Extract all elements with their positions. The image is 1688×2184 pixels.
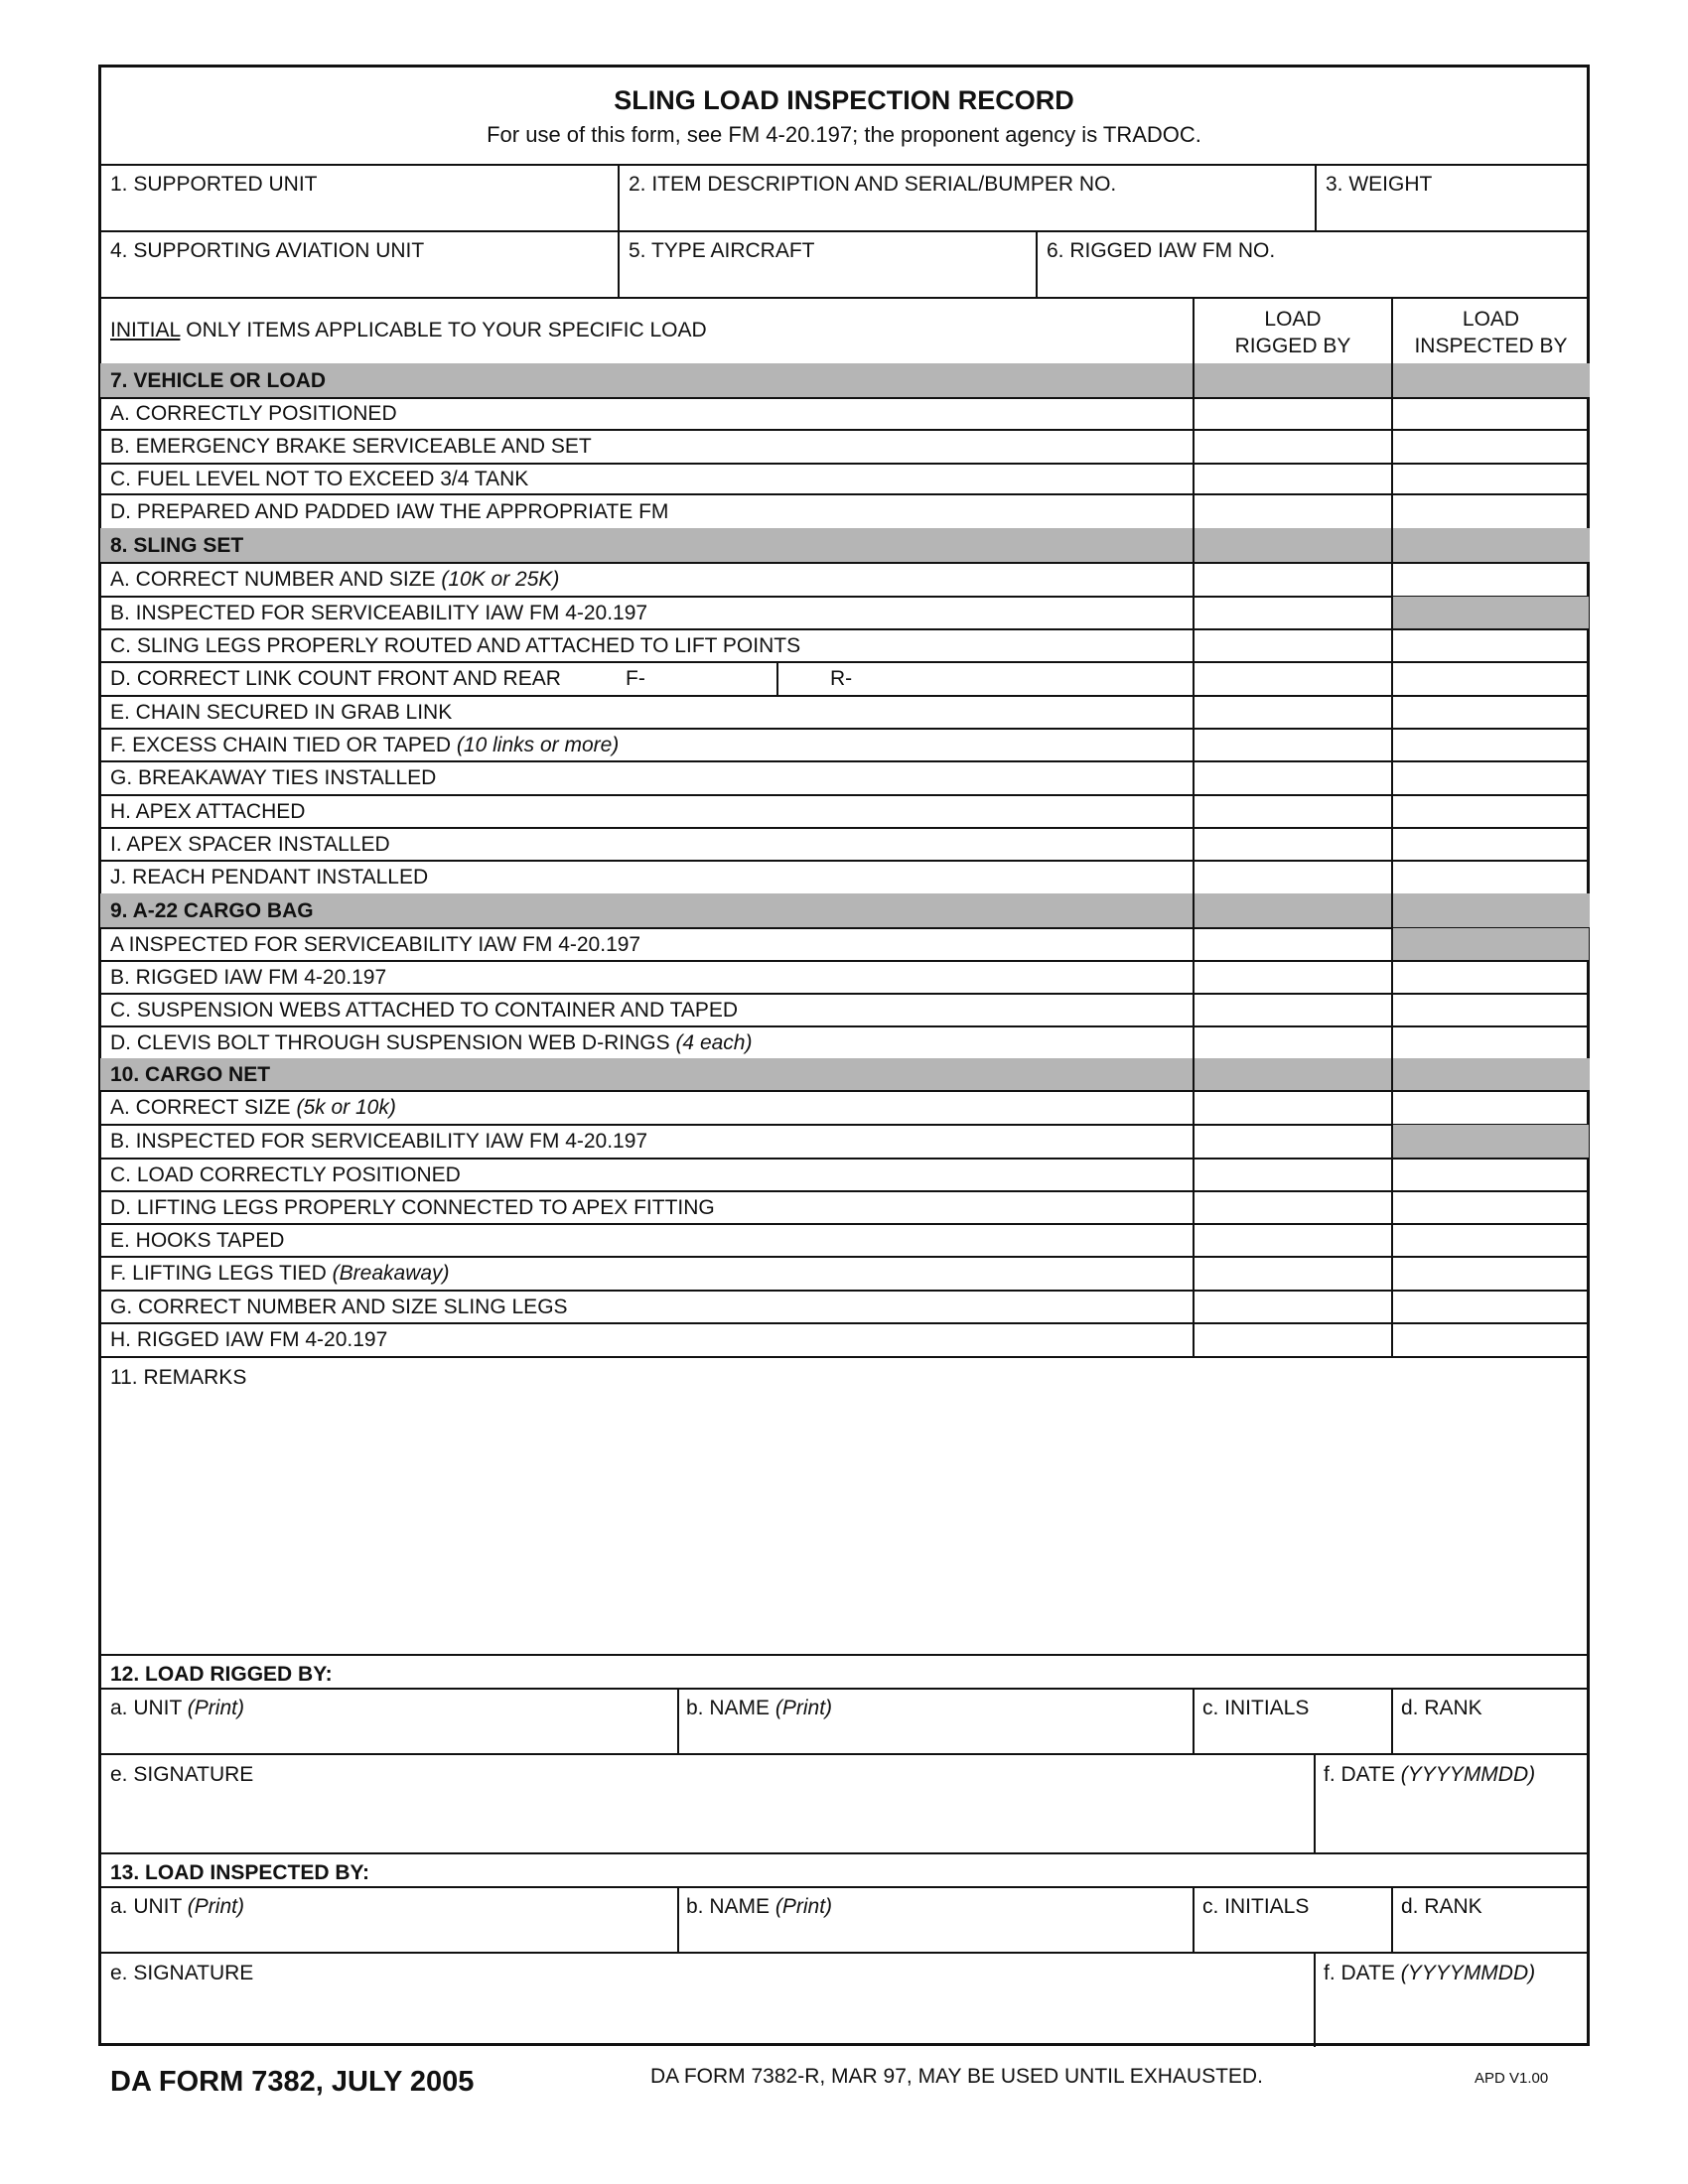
checklist-item: E. HOOKS TAPED <box>110 1228 285 1252</box>
rigged-by-initial-cell[interactable] <box>1195 663 1390 694</box>
inspected-by-initial-cell[interactable] <box>1393 1258 1588 1289</box>
weight-label: 3. WEIGHT <box>1326 173 1433 196</box>
checklist-item: B. RIGGED IAW FM 4-20.197 <box>110 965 387 989</box>
inspected-date-field[interactable] <box>1316 1985 1588 2045</box>
divider <box>1193 297 1195 1356</box>
rigged-by-initial-cell[interactable] <box>1195 495 1390 527</box>
divider <box>98 297 1590 299</box>
divider <box>1391 297 1393 1356</box>
inspected-by-initial-cell[interactable] <box>1393 762 1588 793</box>
checklist-item: H. RIGGED IAW FM 4-20.197 <box>110 1328 388 1351</box>
rigged-by-initial-cell[interactable] <box>1195 829 1390 859</box>
item-description-field[interactable] <box>620 197 1314 229</box>
divider <box>98 1952 1590 1954</box>
inspected-unit-field[interactable] <box>100 1919 676 1951</box>
divider <box>98 1688 1590 1690</box>
supported-unit-field[interactable] <box>100 197 617 229</box>
rigged-rank-label: d. RANK <box>1401 1697 1482 1719</box>
checklist-item: A. CORRECT SIZE (5k or 10k) <box>110 1096 396 1119</box>
rigged-by-initial-cell[interactable] <box>1195 399 1390 428</box>
form-title: SLING LOAD INSPECTION RECORD <box>614 85 1074 115</box>
link-count-rear-field[interactable] <box>856 663 1190 693</box>
inspected-by-initial-cell[interactable] <box>1393 564 1588 595</box>
checklist-item: B. EMERGENCY BRAKE SERVICEABLE AND SET <box>110 435 592 458</box>
remarks-label: 11. REMARKS <box>110 1366 247 1389</box>
inspected-by-initial-cell[interactable] <box>1393 1292 1588 1321</box>
col-header-inspected: LOAD INSPECTED BY <box>1414 308 1568 357</box>
inspected-by-initial-cell[interactable] <box>1393 495 1588 527</box>
section-title: 10. CARGO NET <box>110 1063 271 1086</box>
rigged-by-initial-cell[interactable] <box>1195 962 1390 992</box>
divider <box>98 1852 1590 1854</box>
rigged-by-initial-cell[interactable] <box>1195 1225 1390 1255</box>
rigged-by-initial-cell[interactable] <box>1195 697 1390 727</box>
item-description-label: 2. ITEM DESCRIPTION AND SERIAL/BUMPER NO. <box>629 173 1117 196</box>
divider <box>98 1356 1590 1358</box>
rigged-by-initial-cell[interactable] <box>1195 762 1390 793</box>
inspected-by-initial-cell[interactable] <box>1393 1092 1588 1123</box>
inspected-by-initial-cell[interactable] <box>1393 962 1588 992</box>
rigged-name-field[interactable] <box>679 1720 1192 1752</box>
divider <box>98 230 1590 232</box>
rigged-by-initial-cell[interactable] <box>1195 1126 1390 1157</box>
checklist-item: E. CHAIN SECURED IN GRAB LINK <box>110 700 453 724</box>
rigged-rank-field[interactable] <box>1393 1720 1588 1752</box>
checklist-item: B. INSPECTED FOR SERVICEABILITY IAW FM 4-20.197 <box>110 601 648 624</box>
rigged-by-initial-cell[interactable] <box>1195 598 1390 627</box>
rigged-by-title: 12. LOAD RIGGED BY: <box>110 1663 333 1686</box>
inspected-by-initial-cell[interactable] <box>1393 630 1588 660</box>
form-number: DA FORM 7382, JULY 2005 <box>110 2066 475 2098</box>
checklist-item: C. FUEL LEVEL NOT TO EXCEED 3/4 TANK <box>110 467 529 490</box>
checklist-item: D. PREPARED AND PADDED IAW THE APPROPRIATE FM <box>110 499 669 523</box>
checklist-item: A. CORRECTLY POSITIONED <box>110 402 397 425</box>
rigged-initials-field[interactable] <box>1195 1720 1390 1752</box>
remarks-field[interactable] <box>100 1390 1588 1653</box>
rigged-initials-label: c. INITIALS <box>1202 1697 1310 1719</box>
rigged-by-initial-cell[interactable] <box>1195 1258 1390 1289</box>
inspected-by-initial-cell[interactable] <box>1393 598 1588 627</box>
inspected-name-label: b. NAME (Print) <box>686 1895 833 1918</box>
checklist-item: G. BREAKAWAY TIES INSTALLED <box>110 766 437 789</box>
form-subtitle: For use of this form, see FM 4-20.197; the proponent agency is TRADOC. <box>487 122 1201 147</box>
section-header-band <box>100 1058 1590 1090</box>
inspected-signature-field[interactable] <box>100 1985 1313 2045</box>
rigged-by-initial-cell[interactable] <box>1195 630 1390 660</box>
rigged-by-initial-cell[interactable] <box>1195 995 1390 1024</box>
link-count-front-field[interactable] <box>651 663 774 693</box>
inspected-initials-label: c. INITIALS <box>1202 1895 1310 1918</box>
inspected-by-initial-cell[interactable] <box>1393 929 1588 959</box>
supporting-aviation-unit-label: 4. SUPPORTING AVIATION UNIT <box>110 239 425 262</box>
rigged-iaw-fm-label: 6. RIGGED IAW FM NO. <box>1047 239 1276 262</box>
inspected-by-initial-cell[interactable] <box>1393 1126 1588 1157</box>
link-count-front-label: F- <box>626 667 645 690</box>
checklist-item: B. INSPECTED FOR SERVICEABILITY IAW FM 4-20.197 <box>110 1130 648 1153</box>
rigged-by-initial-cell[interactable] <box>1195 1192 1390 1222</box>
inspected-by-initial-cell[interactable] <box>1393 995 1588 1024</box>
inspected-by-initial-cell[interactable] <box>1393 1160 1588 1189</box>
section-title: 8. SLING SET <box>110 534 244 557</box>
rigged-by-initial-cell[interactable] <box>1195 465 1390 492</box>
inspected-by-initial-cell[interactable] <box>1393 697 1588 727</box>
checklist-item: F. LIFTING LEGS TIED (Breakaway) <box>110 1262 450 1285</box>
type-aircraft-label: 5. TYPE AIRCRAFT <box>629 239 815 262</box>
supported-unit-label: 1. SUPPORTED UNIT <box>110 173 318 196</box>
checklist-item: D. CLEVIS BOLT THROUGH SUSPENSION WEB D-RINGS (4 each) <box>110 1030 753 1054</box>
checklist-item: C. SLING LEGS PROPERLY ROUTED AND ATTACHED TO LIFT POINTS <box>110 633 801 657</box>
inspected-by-initial-cell[interactable] <box>1393 1192 1588 1222</box>
weight-field[interactable] <box>1317 197 1588 229</box>
rigged-by-initial-cell[interactable] <box>1195 730 1390 759</box>
rigged-by-initial-cell[interactable] <box>1195 1292 1390 1321</box>
rigged-by-initial-cell[interactable] <box>1195 862 1390 892</box>
checklist-item: H. APEX ATTACHED <box>110 799 306 823</box>
inspected-rank-label: d. RANK <box>1401 1895 1482 1918</box>
rigged-date-label: f. DATE (YYYYMMDD) <box>1324 1763 1536 1786</box>
rigged-unit-field[interactable] <box>100 1720 676 1752</box>
checklist-item: I. APEX SPACER INSTALLED <box>110 832 390 856</box>
rigged-by-initial-cell[interactable] <box>1195 564 1390 595</box>
section-header-band <box>100 893 1590 927</box>
inspected-by-initial-cell[interactable] <box>1393 1324 1588 1355</box>
checklist-item: G. CORRECT NUMBER AND SIZE SLING LEGS <box>110 1295 568 1318</box>
inspected-by-initial-cell[interactable] <box>1393 1027 1588 1057</box>
rigged-iaw-fm-field[interactable] <box>1038 263 1588 296</box>
checklist-instruction: INITIAL ONLY ITEMS APPLICABLE TO YOUR SPECIFIC LOAD <box>110 319 707 341</box>
divider <box>776 661 778 695</box>
inspected-initials-field[interactable] <box>1195 1919 1390 1951</box>
checklist-item: A. CORRECT NUMBER AND SIZE (10K or 25K) <box>110 568 560 591</box>
rigged-by-initial-cell[interactable] <box>1195 1160 1390 1189</box>
supersede-note: DA FORM 7382-R, MAR 97, MAY BE USED UNTIL EXHAUSTED. <box>650 2065 1263 2088</box>
checklist-item: F. EXCESS CHAIN TIED OR TAPED (10 links or more) <box>110 733 620 756</box>
inspected-name-field[interactable] <box>679 1919 1192 1951</box>
inspected-by-initial-cell[interactable] <box>1393 796 1588 826</box>
type-aircraft-field[interactable] <box>620 263 1035 296</box>
rigged-by-initial-cell[interactable] <box>1195 1324 1390 1355</box>
divider <box>98 1654 1590 1656</box>
section-title: 9. A-22 CARGO BAG <box>110 899 314 922</box>
rigged-by-initial-cell[interactable] <box>1195 796 1390 826</box>
inspected-by-initial-cell[interactable] <box>1393 399 1588 428</box>
rigged-by-initial-cell[interactable] <box>1195 929 1390 959</box>
inspected-rank-field[interactable] <box>1393 1919 1588 1951</box>
section-title: 7. VEHICLE OR LOAD <box>110 369 327 392</box>
link-count-rear-label: R- <box>830 667 853 690</box>
section-header-band <box>100 528 1590 562</box>
divider <box>98 164 1590 166</box>
checklist-item: J. REACH PENDANT INSTALLED <box>110 866 429 888</box>
inspected-by-title: 13. LOAD INSPECTED BY: <box>110 1861 369 1884</box>
supporting-aviation-unit-field[interactable] <box>100 263 617 296</box>
inspected-by-initial-cell[interactable] <box>1393 829 1588 859</box>
inspected-by-initial-cell[interactable] <box>1393 431 1588 462</box>
rigged-name-label: b. NAME (Print) <box>686 1697 833 1719</box>
checklist-item: D. LIFTING LEGS PROPERLY CONNECTED TO APEX FITTING <box>110 1195 715 1219</box>
inspected-date-label: f. DATE (YYYYMMDD) <box>1324 1962 1536 1984</box>
divider <box>98 1753 1590 1755</box>
inspected-by-initial-cell[interactable] <box>1393 730 1588 759</box>
rigged-by-initial-cell[interactable] <box>1195 431 1390 462</box>
rigged-date-field[interactable] <box>1316 1787 1588 1851</box>
inspected-by-initial-cell[interactable] <box>1393 465 1588 492</box>
inspected-signature-label: e. SIGNATURE <box>110 1962 254 1984</box>
rigged-by-initial-cell[interactable] <box>1195 1092 1390 1123</box>
divider <box>98 1886 1590 1888</box>
version-label: APD V1.00 <box>1475 2070 1549 2087</box>
inspected-by-initial-cell[interactable] <box>1393 1225 1588 1255</box>
rigged-signature-field[interactable] <box>100 1787 1313 1851</box>
checklist-item: C. LOAD CORRECTLY POSITIONED <box>110 1162 461 1186</box>
inspected-by-initial-cell[interactable] <box>1393 663 1588 694</box>
checklist-item: D. CORRECT LINK COUNT FRONT AND REAR <box>110 667 561 690</box>
rigged-signature-label: e. SIGNATURE <box>110 1763 254 1786</box>
rigged-unit-label: a. UNIT (Print) <box>110 1697 244 1719</box>
checklist-item: A INSPECTED FOR SERVICEABILITY IAW FM 4-20.197 <box>110 932 641 956</box>
checklist-item: C. SUSPENSION WEBS ATTACHED TO CONTAINER AND TAPED <box>110 998 739 1022</box>
rigged-by-initial-cell[interactable] <box>1195 1027 1390 1057</box>
inspected-unit-label: a. UNIT (Print) <box>110 1895 244 1918</box>
inspected-by-initial-cell[interactable] <box>1393 862 1588 892</box>
col-header-rigged: LOAD RIGGED BY <box>1234 308 1351 357</box>
